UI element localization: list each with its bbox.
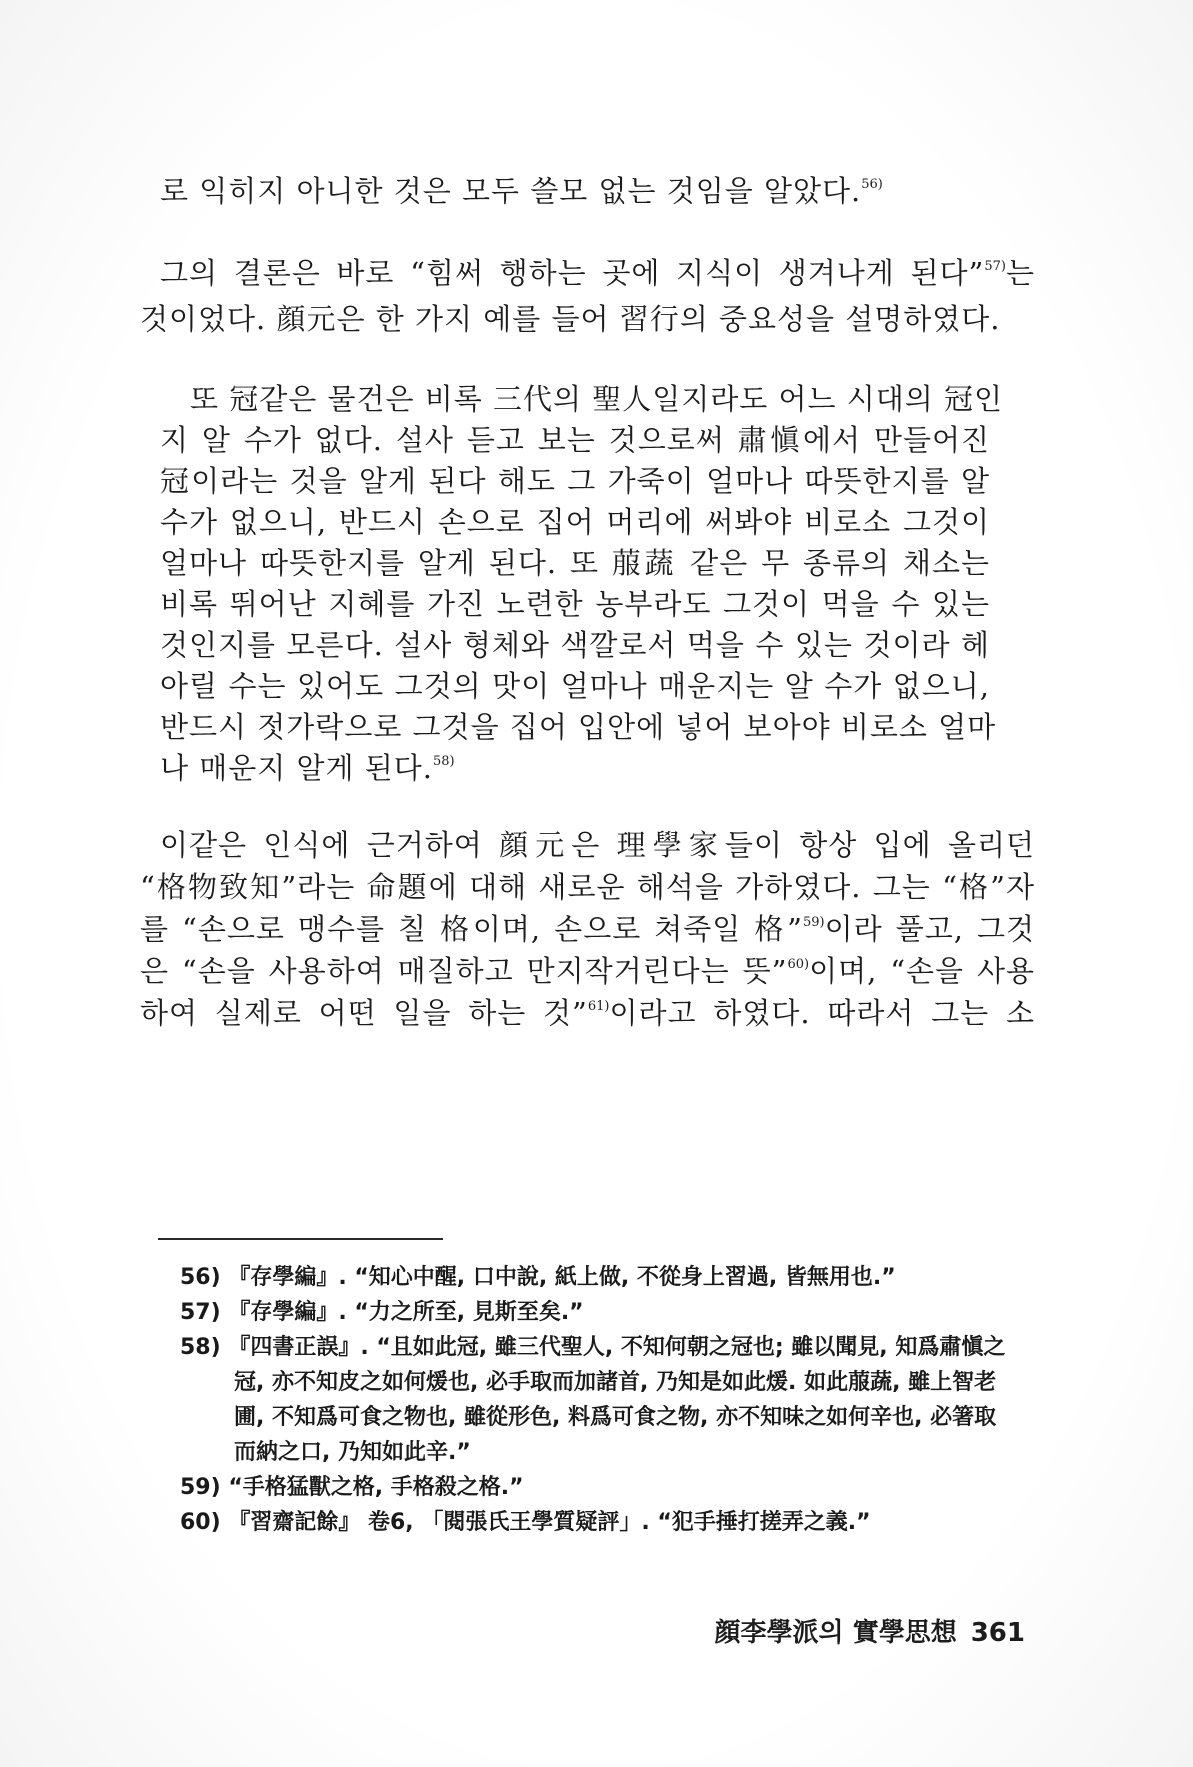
body-text: 은 “손을 사용하여 매질하고 만지작거린다는 뜻” xyxy=(140,954,788,988)
running-title: 顔李學派의 實學思想 xyxy=(714,1618,957,1648)
quote-line: 비록 뛰어난 지혜를 가진 노련한 농부라도 그것이 먹을 수 있는 xyxy=(160,587,990,621)
quote-line: 冠이라는 것을 알게 된다 해도 그 가죽이 얼마나 따뜻한지를 알 xyxy=(160,464,990,498)
page-footer xyxy=(715,1612,1025,1649)
body-line xyxy=(140,952,1035,990)
quote-line: 것인지를 모른다. 설사 형체와 색깔로서 먹을 수 있는 것이라 헤 xyxy=(160,628,990,662)
footnote-58-cont: 而納之口, 乃知如此辛.” xyxy=(234,1440,471,1465)
quote-line: 아릴 수는 있어도 그것의 맛이 얼마나 매운지는 알 수가 없으니, xyxy=(160,669,990,703)
body-line xyxy=(160,254,1035,292)
quote-line xyxy=(160,749,455,787)
body-line xyxy=(140,910,1035,948)
footnote-ref: 58) xyxy=(433,754,455,769)
body-text: 로 익히지 아니한 것은 모두 쓸모 없는 것임을 알았다. xyxy=(160,174,862,208)
body-line: 것이었다. 顔元은 한 가지 예를 들어 習行의 중요성을 설명하였다. xyxy=(140,302,1001,336)
footnote-56: 56) 『存學編』. “知心中醒, 口中說, 紙上做, 不從身上習過, 皆無用也.” xyxy=(180,1265,896,1290)
body-line xyxy=(160,172,883,210)
footnote-ref: 57) xyxy=(984,259,1006,274)
footnote-57: 57) 『存學編』. “力之所至, 見斯至矣.” xyxy=(180,1300,584,1325)
quote-text: 나 매운지 알게 된다. xyxy=(160,751,433,785)
body-line: 이같은 인식에 근거하여 顔元은 理學家들이 항상 입에 올리던 xyxy=(160,828,1035,862)
footnote-divider xyxy=(158,1238,443,1240)
body-text: 이라 풀고, 그것 xyxy=(824,912,1036,946)
quote-line: 지 알 수가 없다. 설사 듣고 보는 것으로써 肅愼에서 만들어진 xyxy=(160,423,990,457)
body-text: 하여 실제로 어떤 일을 하는 것” xyxy=(140,996,588,1030)
body-text: 이며, “손을 사용 xyxy=(809,954,1035,988)
footnote-59: 59) “手格猛獸之格, 手格殺之格.” xyxy=(180,1475,524,1500)
footnote-58: 58) 『四書正誤』. “且如此冠, 雖三代聖人, 不知何朝之冠也; 雖以聞見, 知爲肅愼之 xyxy=(180,1335,1006,1360)
body-text: 를 “손으로 맹수를 칠 格이며, 손으로 쳐죽일 格” xyxy=(140,912,803,946)
body-text: 이라고 하였다. 따라서 그는 소 xyxy=(609,996,1035,1030)
quote-line: 수가 없으니, 반드시 손으로 집어 머리에 써봐야 비로소 그것이 xyxy=(160,505,990,539)
quote-line: 얼마나 따뜻한지를 알게 된다. 또 菔蔬 같은 무 종류의 채소는 xyxy=(160,546,990,580)
footnote-ref: 60) xyxy=(787,957,810,972)
footnote-ref: 61) xyxy=(587,999,610,1014)
quote-line: 반드시 젓가락으로 그것을 집어 입안에 넣어 보아야 비로소 얼마 xyxy=(160,710,997,744)
body-text: 는 xyxy=(1005,256,1035,290)
body-line xyxy=(140,994,1035,1032)
footnote-60: 60) 『習齋記餘』 卷6, 「閱張氏王學質疑評」. “犯手捶打搓弄之義.” xyxy=(180,1510,871,1535)
footnote-58-cont: 圃, 不知爲可食之物也, 雖從形色, 料爲可食之物, 亦不知味之如何辛也, 必箸取 xyxy=(234,1405,997,1430)
footnote-58-cont: 冠, 亦不知皮之如何煖也, 必手取而加諸首, 乃知是如此煖. 如此菔蔬, 雖上智老 xyxy=(234,1370,997,1395)
page-number: 361 xyxy=(970,1618,1025,1648)
footnote-ref: 59) xyxy=(803,915,825,930)
body-text: 그의 결론은 바로 “힘써 행하는 곳에 지식이 생겨나게 된다” xyxy=(160,256,985,290)
footnote-ref: 56) xyxy=(861,177,883,192)
quote-line: 또 冠같은 물건은 비록 三代의 聖人일지라도 어느 시대의 冠인 xyxy=(190,382,1004,416)
body-line: “格物致知”라는 命題에 대해 새로운 해석을 가하였다. 그는 “格”자 xyxy=(140,870,1035,904)
